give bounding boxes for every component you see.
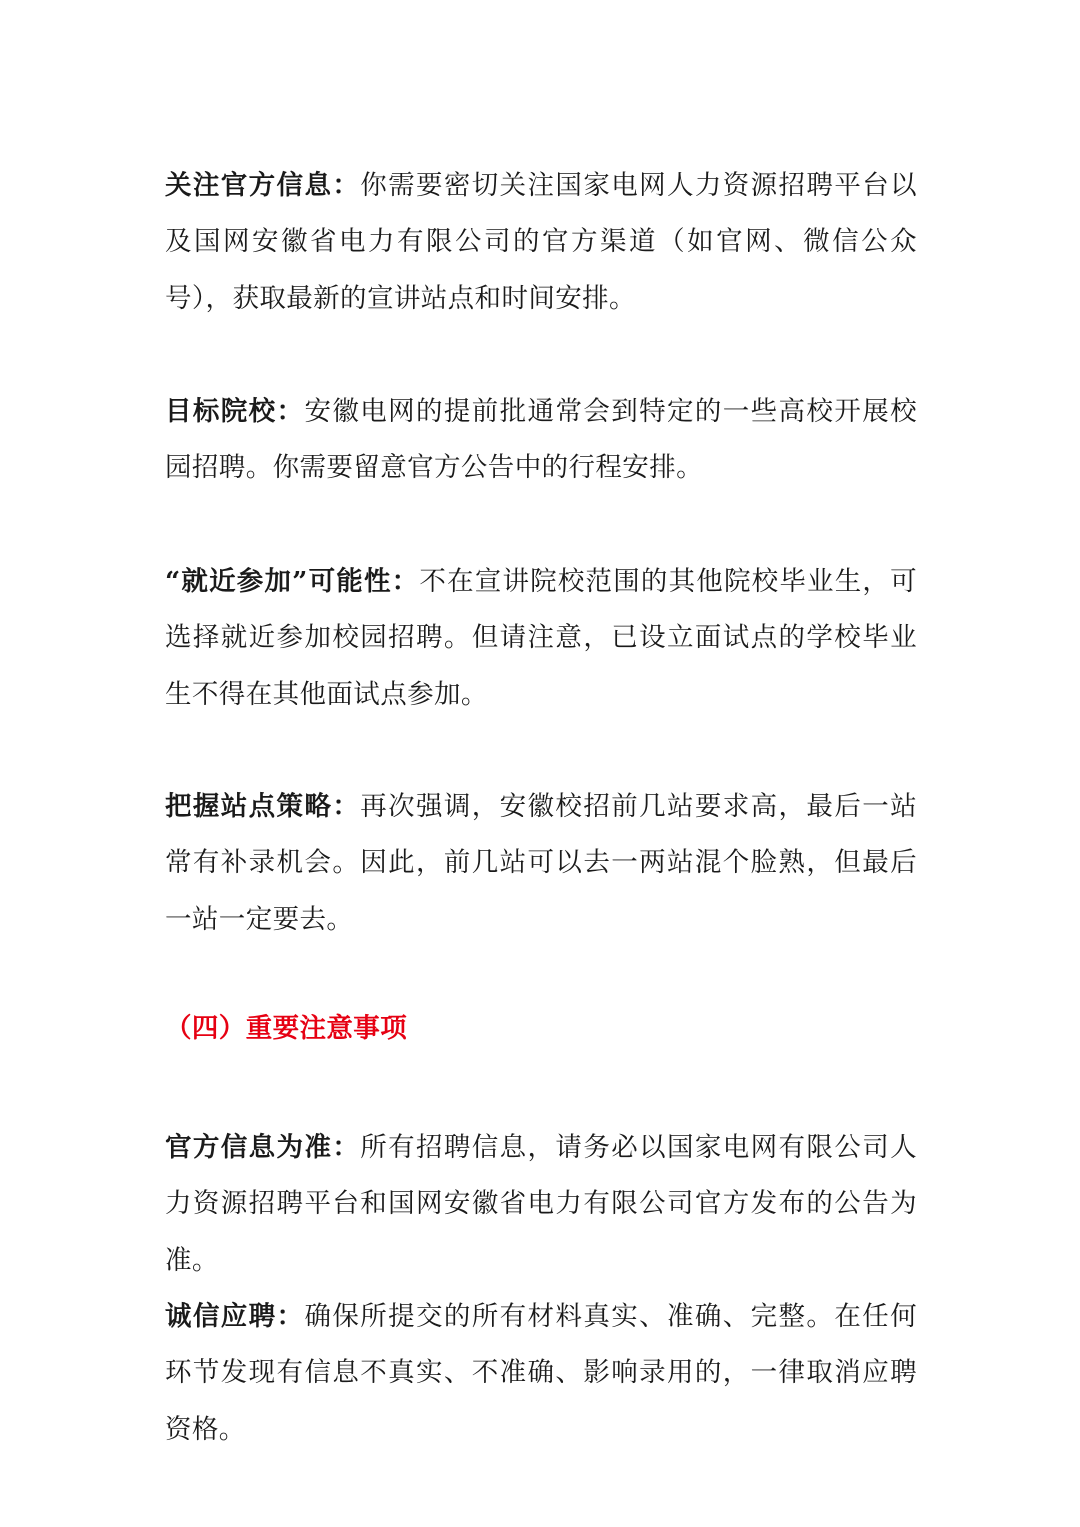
paragraph-nearby-participation: [165, 554, 917, 724]
section-heading: （四）重要注意事项: [165, 1012, 408, 1044]
paragraph-body: 不在宣讲院校范围的其他院校毕业生，可选择就近参加校园招聘。但请注意，已设立面试点的学校毕业生不得在其他面试点参加。: [165, 565, 917, 710]
paragraph-target-schools: [165, 384, 917, 497]
paragraph-lead: 关注官方信息：: [165, 169, 361, 201]
paragraph-lead: 诚信应聘：: [165, 1300, 305, 1332]
paragraph-body: 再次强调，安徽校招前几站要求高，最后一站常有补录机会。因此，前几站可以去一两站混个脸熟，但最后一站一定要去。: [165, 790, 917, 935]
paragraph-body: 你需要密切关注国家电网人力资源招聘平台以及国网安徽省电力有限公司的官方渠道（如官网、微信公众号），获取最新的宣讲站点和时间安排。: [165, 169, 917, 314]
paragraph-site-strategy: [165, 779, 917, 949]
paragraph-body: 确保所提交的所有材料真实、准确、完整。在任何环节发现有信息不真实、不准确、影响录用的，一律取消应聘资格。: [165, 1300, 918, 1445]
paragraph-lead: “就近参加”可能性：: [165, 565, 420, 597]
paragraph-honest-application: [165, 1289, 917, 1459]
paragraph-body: 安徽电网的提前批通常会到特定的一些高校开展校园招聘。你需要留意官方公告中的行程安排。: [165, 395, 918, 483]
paragraph-lead: 把握站点策略：: [165, 790, 361, 822]
paragraph-official-source: [165, 1120, 917, 1290]
paragraph-lead: 官方信息为准：: [165, 1131, 361, 1163]
paragraph-body: 所有招聘信息，请务必以国家电网有限公司人力资源招聘平台和国网安徽省电力有限公司官方发布的公告为准。: [165, 1131, 917, 1276]
paragraph-lead: 目标院校：: [165, 395, 305, 427]
paragraph-official-info: [165, 158, 917, 328]
